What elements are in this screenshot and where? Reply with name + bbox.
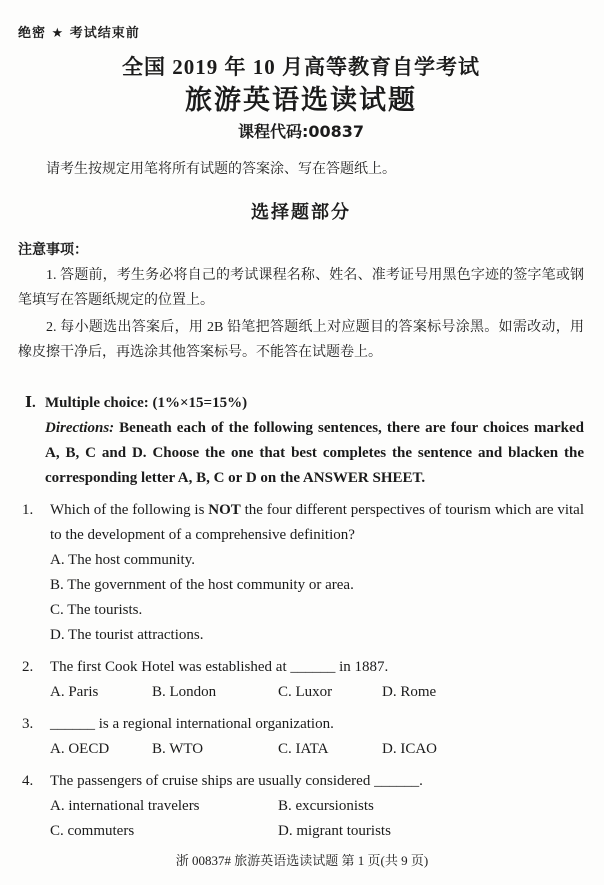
question-2 <box>22 655 584 705</box>
section-numeral: Ⅰ. <box>25 395 36 411</box>
question-3-options <box>50 737 584 762</box>
section-i-heading <box>25 391 584 415</box>
option-item: B. London <box>152 684 217 700</box>
option-item: C. Luxor <box>278 684 333 700</box>
option-item: B. WTO <box>152 741 204 757</box>
classification-banner: 绝密 ★ 考试结束前 <box>18 26 140 41</box>
exam-title: 全国 2019 年 10 月高等教育自学考试 <box>122 55 480 79</box>
option-item: B. The government of the host community or area. <box>50 577 354 593</box>
notes-heading: 注意事项： <box>18 242 88 258</box>
directions <box>45 416 584 491</box>
question-2-options <box>50 680 584 705</box>
question-1 <box>22 498 584 648</box>
question-2-text: The first Cook Hotel was established at ______ in 1887. <box>50 659 389 675</box>
footer-page-info: 浙 00837# 旅游英语选读试题 第 1 页(共 9 页) <box>175 853 429 868</box>
option-item: D. ICAO <box>382 741 437 757</box>
note-item-1: 1. 答题前，考生务必将自己的考试课程名称、姓名、准考证号用黑色字迹的签字笔或钢笔填写在答题纸规定的位置上。 <box>18 268 584 308</box>
course-code: 课程代码:00837 <box>237 122 365 141</box>
option-item: C. The tourists. <box>50 602 143 618</box>
paper-title: 旅游英语选读试题 <box>185 85 417 116</box>
option-item: A. OECD <box>50 741 110 757</box>
notice-text: 请考生按规定用笔将所有试题的答案涂、写在答题纸上。 <box>46 162 396 177</box>
question-1-number: 1. <box>22 502 34 518</box>
option-item: A. Paris <box>50 684 99 700</box>
option-item: A. The host community. <box>50 552 195 568</box>
question-3-text: ______ is a regional international organization. <box>50 716 334 732</box>
question-4 <box>22 769 584 844</box>
note-item-2: 2. 每小题选出答案后，用 2B 铅笔把答题纸上对应题目的答案标号涂黑。如需改动，用橡皮擦干净后，再选涂其他答案标号。不能答在试题卷上。 <box>18 320 584 360</box>
question-4-number: 4. <box>22 773 34 789</box>
directions-label: Directions: <box>45 420 115 436</box>
question-1-text-after: the four different perspectives of tourism which are vital to the development of a comprehensive definition? <box>50 502 585 543</box>
question-3-number: 3. <box>22 716 34 732</box>
question-2-number: 2. <box>22 659 34 675</box>
directions-text: Beneath each of the following sentences, there are four choices marked A, B, C and D. Choose the one that best completes the sentence and blacken the corresponding letter A, B, C or D on the ANSWER SHEET. <box>45 420 584 486</box>
part-title: 选择题部分 <box>251 202 351 223</box>
option-item: A. international travelers <box>50 798 200 814</box>
option-item: D. migrant tourists <box>278 823 391 839</box>
option-item: D. Rome <box>382 684 437 700</box>
option-item: C. commuters <box>50 823 135 839</box>
option-item: D. The tourist attractions. <box>50 627 204 643</box>
question-1-text-before: Which of the following is <box>50 502 209 518</box>
question-1-emphasis: NOT <box>208 502 241 518</box>
question-3 <box>22 712 584 762</box>
option-item: C. IATA <box>278 741 329 757</box>
question-4-text: The passengers of cruise ships are usually considered ______. <box>50 773 423 789</box>
section-title: Multiple choice: (1%×15=15%) <box>45 395 248 411</box>
question-1-text <box>50 498 584 548</box>
question-4-options <box>50 794 584 844</box>
option-item: B. excursionists <box>278 798 374 814</box>
question-1-options <box>50 548 584 648</box>
